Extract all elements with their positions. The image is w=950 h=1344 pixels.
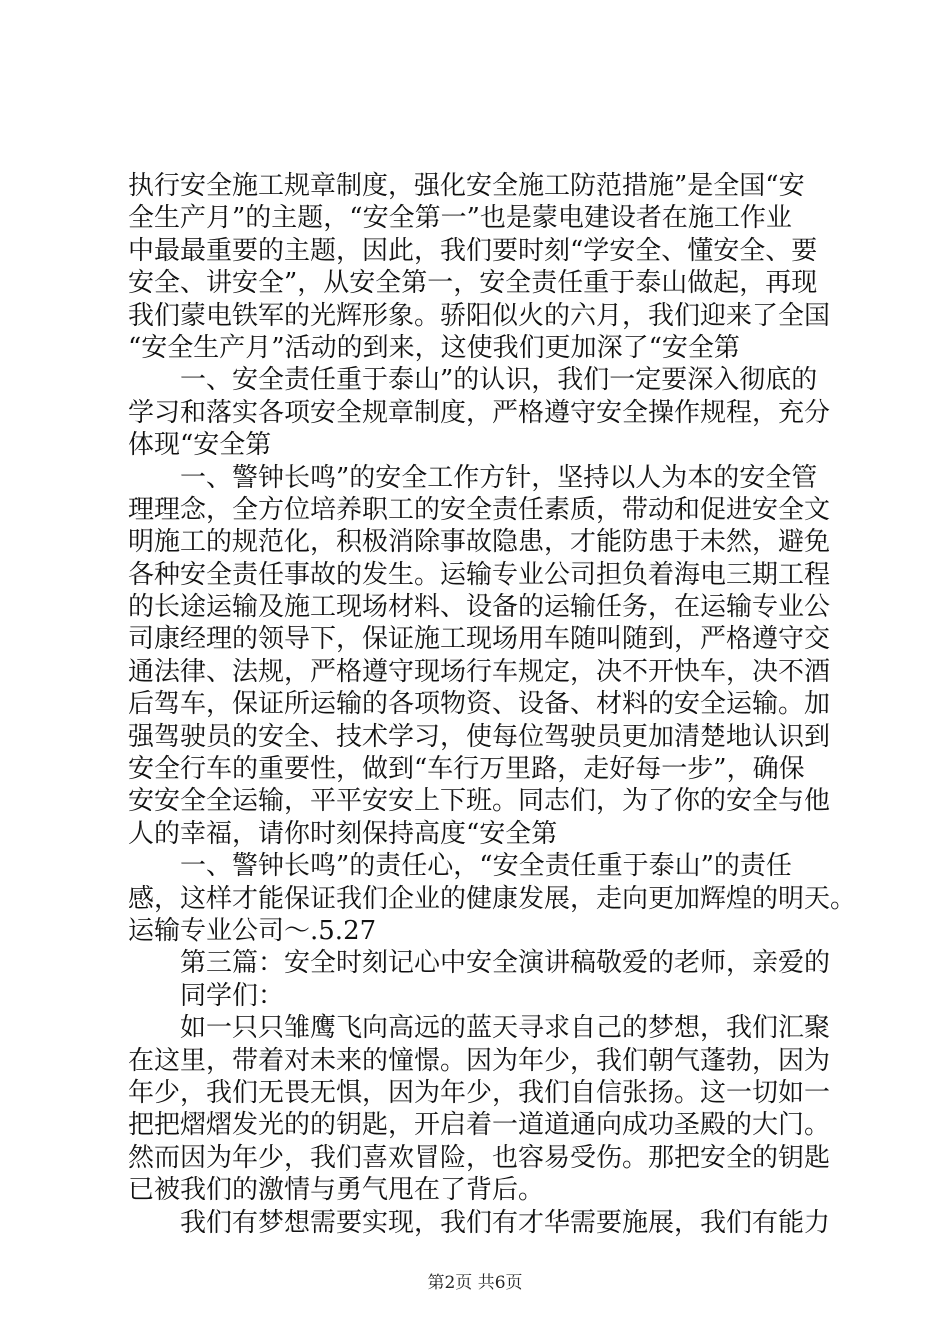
page-footer: 第2页 共6页 [427,1273,523,1293]
text-line: 中最最重要的主题，因此，我们要时刻“学安全、懂安全、要 [128,235,818,266]
text-line: 第三篇：安全时刻记心中安全演讲稿敬爱的老师，亲爱的 [180,948,831,979]
text-line: 各种安全责任事故的发生。运输专业公司担负着海电三期工程 [128,559,831,590]
text-line: 通法律、法规，严格遵守现场行车规定，决不开快车，决不酒 [128,656,831,687]
text-line: 已被我们的激情与勇气甩在了背后。 [128,1175,545,1206]
text-line: 年少，我们无畏无惧，因为年少，我们自信张扬。这一切如一 [128,1077,831,1108]
text-line: 理理念，全方位培养职工的安全责任素质，带动和促进安全文 [128,494,831,525]
text-line: 明施工的规范化，积极消除事故隐患，才能防患于未然，避免 [128,527,831,558]
text-line: 在这里，带着对未来的憧憬。因为年少，我们朝气蓬勃，因为 [128,1045,831,1076]
text-line: 司康经理的领导下，保证施工现场用车随叫随到，严格遵守交 [128,624,831,655]
text-line: “安全生产月”活动的到来，这使我们更加深了“安全第 [128,332,740,363]
text-line: 感，这样才能保证我们企业的健康发展，走向更加辉煌的明天。 [128,883,857,914]
text-line: 的长途运输及施工现场材料、设备的运输任务，在运输专业公 [128,592,831,623]
text-line: 后驾车，保证所运输的各项物资、设备、材料的安全运输。加 [128,689,831,720]
text-line: 体现“安全第 [128,430,272,461]
text-line: 把把熠熠发光的的钥匙，开启着一道道通向成功圣殿的大门。 [128,1110,831,1141]
text-line: 一、警钟长鸣”的责任心，“安全责任重于泰山”的责任 [180,851,792,882]
text-line: 安全行车的重要性，做到“车行万里路，走好每一步”，确保 [128,754,805,785]
text-line: 我们有梦想需要实现，我们有才华需要施展，我们有能力 [180,1207,831,1238]
document-body [128,170,857,1239]
text-line: 如一只只雏鹰飞向高远的蓝天寻求自己的梦想，我们汇聚 [180,1013,831,1044]
text-line: 学习和落实各项安全规章制度，严格遵守安全操作规程，充分 [128,397,831,428]
text-line: 同学们： [180,980,285,1011]
text-line: 安安全全运输，平平安安上下班。同志们，为了你的安全与他 [128,786,831,817]
text-line: 强驾驶员的安全、技术学习，使每位驾驶员更加清楚地认识到 [128,721,831,752]
text-line: 一、警钟长鸣”的安全工作方针，坚持以人为本的安全管 [180,462,818,493]
text-line: 然而因为年少，我们喜欢冒险，也容易受伤。那把安全的钥匙 [128,1142,831,1173]
text-line: 运输专业公司～.5.27 [128,915,377,946]
text-line: 执行安全施工规章制度，强化安全施工防范措施”是全国“安 [128,171,805,201]
text-line: 全生产月”的主题，“安全第一”也是蒙电建设者在施工作业 [128,203,792,234]
text-line: 一、安全责任重于泰山”的认识，我们一定要深入彻底的 [180,365,818,396]
text-line: 安全、讲安全”，从安全第一，安全责任重于泰山做起，再现 [128,268,818,299]
text-line: 我们蒙电铁军的光辉形象。骄阳似火的六月，我们迎来了全国 [128,300,831,331]
text-line: 人的幸福，请你时刻保持高度“安全第 [128,818,558,849]
